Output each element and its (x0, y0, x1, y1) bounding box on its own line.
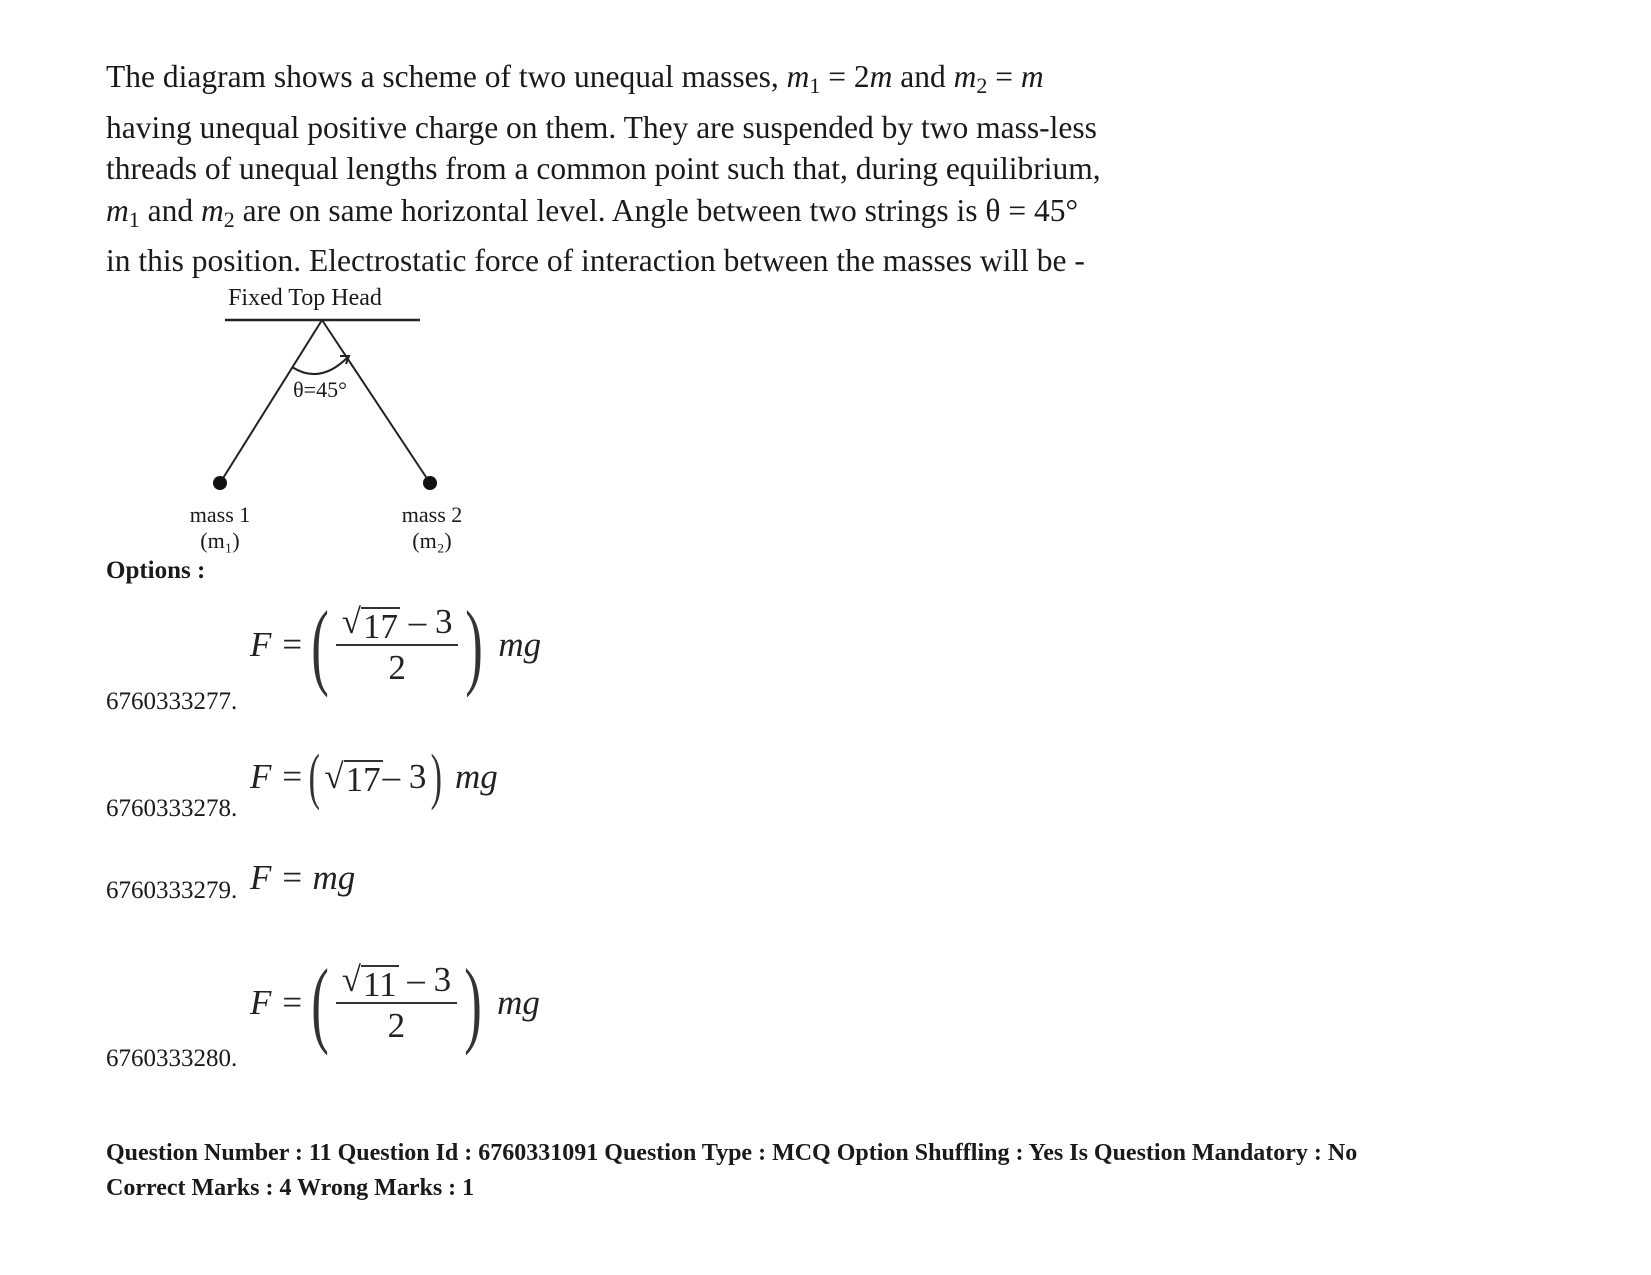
option-2-radicand: 17 (345, 760, 381, 799)
angle-label: θ=45° (293, 377, 347, 402)
right-paren: ) (431, 743, 443, 811)
option-4-id: 6760333280. (106, 1045, 238, 1072)
right-paren: ) (464, 949, 482, 1056)
option-4-lhs: F = (250, 983, 304, 1022)
question-meta-line-1: Question Number : 11 Question Id : 6760331091 Question Type : MCQ Option Shuffling : Yes Is Question Mandatory : No (106, 1140, 1358, 1166)
angle-arc (292, 357, 348, 374)
pendulum-diagram (170, 285, 490, 555)
option-1-rhs: mg (498, 625, 542, 664)
option-2-id: 6760333278. (106, 795, 238, 822)
option-4-radicand: 11 (362, 965, 397, 1004)
option-4-rest: – 3 (398, 960, 452, 999)
mass-1-label: mass 1 (189, 502, 251, 527)
mass-1-ball (213, 476, 227, 490)
option-1-lhs: F = (250, 625, 304, 664)
option-2-rhs: mg (455, 757, 498, 796)
option-4-denominator: 2 (387, 1006, 406, 1045)
option-4-formula (250, 949, 540, 1056)
option-2-lhs: F = (250, 757, 304, 796)
question-line-5: in this position. Electrostatic force of interaction between the masses will be - (106, 243, 1085, 279)
fixed-top-head-label: Fixed Top Head (228, 285, 382, 311)
mass-2-label: mass 2 (401, 502, 463, 527)
option-1-id: 6760333277. (106, 688, 238, 715)
question-line-2: having unequal positive charge on them. They are suspended by two mass-less (106, 109, 1097, 145)
left-paren: ( (310, 949, 329, 1056)
question-text (106, 56, 1196, 282)
option-2-rest: – 3 (382, 757, 427, 796)
option-2-formula: F = ( √ 17 – 3 ) mg (250, 743, 498, 811)
question-line-4: $m_1$ and $m_2$ are on same horizontal level. Angle between two strings is θ = 45° (106, 192, 1079, 232)
question-line-1: The diagram shows a scheme of two unequal masses, $m_1 = 2m$ and $m_2 = m$ (106, 59, 1044, 99)
left-paren: ( (310, 591, 329, 698)
left-paren: ( (308, 743, 320, 811)
option-3-id: 6760333279. (106, 877, 238, 904)
option-4-fraction: √ 11 – 3 2 (336, 958, 457, 1048)
right-paren: ) (465, 591, 484, 698)
mass-2-ball (423, 476, 437, 490)
option-4-rhs: mg (497, 983, 540, 1022)
question-meta-line-2: Correct Marks : 4 Wrong Marks : 1 (106, 1175, 475, 1201)
option-1-rest: – 3 (399, 602, 453, 641)
option-1-radicand: 17 (362, 607, 398, 646)
option-3-formula: F = mg (250, 858, 356, 897)
option-1-fraction: √ 17 – 3 2 (336, 600, 459, 690)
mass-1-symbol: (m₁) (200, 528, 240, 553)
option-1-formula (250, 591, 542, 698)
options-label: Options : (106, 557, 206, 584)
mass-2-symbol: (m₂) (412, 528, 452, 553)
question-line-3: threads of unequal lengths from a common point such that, during equilibrium, (106, 151, 1101, 187)
option-1-denominator: 2 (388, 648, 406, 687)
